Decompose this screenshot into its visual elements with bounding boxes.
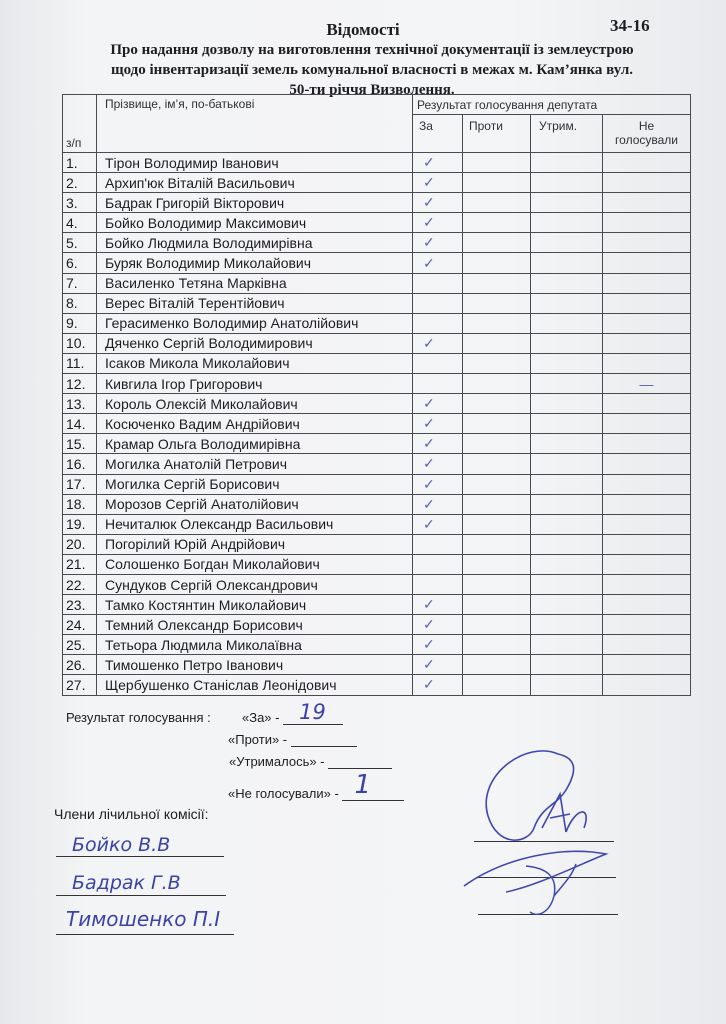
header-vote-result: Результат голосування депутата (413, 95, 691, 115)
commission-member: Бойко В.В (72, 834, 171, 856)
row-vote-for (413, 253, 463, 273)
row-vote-for (413, 313, 463, 333)
row-vote-against (463, 434, 531, 454)
vote-for-value: 19 (299, 700, 326, 724)
vote-not-voted-value: 1 (354, 770, 372, 800)
check-mark-icon: ✓ (423, 495, 435, 512)
check-mark-icon: ✓ (423, 596, 435, 613)
row-vote-against (463, 153, 531, 173)
table-row (63, 374, 691, 394)
table-row (63, 233, 691, 253)
row-name: Король Олексій Миколайович (97, 394, 413, 414)
row-vote-against (463, 595, 531, 615)
row-number: 10. (63, 333, 97, 353)
table-row (63, 454, 691, 474)
table-row (63, 595, 691, 615)
row-vote-for (413, 374, 463, 394)
row-vote-abstain (531, 394, 603, 414)
row-name: Архип'юк Віталій Васильович (97, 173, 413, 193)
row-number: 5. (63, 233, 97, 253)
row-vote-not-voted (603, 193, 691, 213)
row-vote-abstain (531, 454, 603, 474)
row-name: Крамар Ольга Володимирівна (97, 434, 413, 454)
row-vote-against (463, 675, 531, 695)
row-vote-for (413, 153, 463, 173)
row-vote-not-voted (603, 474, 691, 494)
row-name: Могилка Сергій Борисович (97, 474, 413, 494)
row-vote-not-voted (603, 615, 691, 635)
row-vote-not-voted (603, 534, 691, 554)
row-vote-abstain (531, 213, 603, 233)
row-name: Могилка Анатолій Петрович (97, 454, 413, 474)
vote-against-field (291, 732, 357, 747)
check-mark-icon: ✓ (423, 174, 435, 191)
subtitle-line: Про надання дозволу на виготовлення технічної документації із землеустрою (110, 42, 634, 58)
document-title: Відомості (326, 20, 400, 39)
row-vote-for (413, 293, 463, 313)
row-vote-against (463, 554, 531, 574)
row-vote-against (463, 193, 531, 213)
table-row (63, 534, 691, 554)
row-vote-for (413, 333, 463, 353)
table-row (63, 394, 691, 414)
row-vote-against (463, 374, 531, 394)
check-mark-icon: ✓ (423, 656, 435, 673)
row-vote-for (413, 595, 463, 615)
check-mark-icon: ✓ (423, 395, 435, 412)
row-vote-for (413, 534, 463, 554)
table-row (63, 574, 691, 594)
row-vote-not-voted (603, 153, 691, 173)
row-vote-abstain (531, 273, 603, 293)
row-vote-not-voted (603, 434, 691, 454)
row-name: Погорілий Юрій Андрійович (97, 534, 413, 554)
check-mark-icon: ✓ (423, 415, 435, 432)
row-vote-against (463, 494, 531, 514)
subtitle-line: щодо інвентаризації земель комунальної власності в межах м. Кам’янка вул. (110, 62, 634, 78)
document-number: 34-16 (610, 16, 650, 35)
header-not-voted-line: голосували (615, 133, 678, 147)
row-name: Нечиталюк Олександр Васильович (97, 514, 413, 534)
table-row (63, 554, 691, 574)
row-vote-abstain (531, 414, 603, 434)
row-vote-not-voted (603, 414, 691, 434)
row-vote-against (463, 293, 531, 313)
check-mark-icon: ✓ (423, 334, 435, 351)
commission-member: Тимошенко П.І (66, 907, 221, 931)
row-name: Буряк Володимир Миколайович (97, 253, 413, 273)
row-name: Морозов Сергій Анатолійович (97, 494, 413, 514)
row-vote-against (463, 414, 531, 434)
commission-line (56, 895, 226, 896)
row-vote-abstain (531, 574, 603, 594)
row-vote-abstain (531, 615, 603, 635)
row-vote-against (463, 514, 531, 534)
table-row (63, 434, 691, 454)
row-vote-abstain (531, 655, 603, 675)
row-number: 27. (63, 675, 97, 695)
table-row (63, 193, 691, 213)
row-name: Тірон Володимир Іванович (97, 153, 413, 173)
row-name: Дяченко Сергій Володимирович (97, 333, 413, 353)
row-vote-not-voted (603, 333, 691, 353)
row-number: 17. (63, 474, 97, 494)
vote-abstain-label: «Утрималось» - (229, 754, 325, 769)
row-name: Василенко Тетяна Марківна (97, 273, 413, 293)
row-number: 9. (63, 313, 97, 333)
row-vote-for (413, 213, 463, 233)
commission-member: Бадрак Г.В (72, 872, 181, 894)
row-vote-abstain (531, 173, 603, 193)
voting-table (62, 94, 691, 696)
row-number: 14. (63, 414, 97, 434)
row-vote-abstain (531, 474, 603, 494)
row-number: 25. (63, 635, 97, 655)
row-number: 21. (63, 554, 97, 574)
check-mark-icon: ✓ (423, 154, 435, 171)
row-name: Бойко Людмила Володимирівна (97, 233, 413, 253)
header-for: За (413, 115, 463, 153)
row-number: 19. (63, 514, 97, 534)
row-vote-abstain (531, 635, 603, 655)
check-mark-icon: ✓ (423, 194, 435, 211)
table-row (63, 414, 691, 434)
check-mark-icon: ✓ (423, 234, 435, 251)
row-vote-against (463, 233, 531, 253)
row-number: 20. (63, 534, 97, 554)
row-vote-for (413, 514, 463, 534)
row-vote-not-voted (603, 293, 691, 313)
check-mark-icon: ✓ (423, 515, 435, 532)
row-vote-for (413, 193, 463, 213)
row-vote-abstain (531, 374, 603, 394)
row-vote-against (463, 655, 531, 675)
row-number: 13. (63, 394, 97, 414)
row-vote-abstain (531, 333, 603, 353)
row-vote-abstain (531, 253, 603, 273)
row-name: Щербушенко Станіслав Леонідович (97, 675, 413, 695)
row-name: Солошенко Богдан Миколайович (97, 554, 413, 574)
table-row (63, 635, 691, 655)
row-vote-not-voted (603, 635, 691, 655)
row-vote-abstain (531, 554, 603, 574)
row-vote-for (413, 574, 463, 594)
table-row (63, 253, 691, 273)
row-vote-not-voted (603, 655, 691, 675)
row-name: Бойко Володимир Максимович (97, 213, 413, 233)
row-name: Тимошенко Петро Іванович (97, 655, 413, 675)
vote-not-voted-field (342, 770, 404, 801)
table-row (63, 293, 691, 313)
row-vote-not-voted (603, 213, 691, 233)
row-vote-against (463, 474, 531, 494)
table-row (63, 615, 691, 635)
row-vote-abstain (531, 494, 603, 514)
row-number: 12. (63, 374, 97, 394)
check-mark-icon: ✓ (423, 676, 435, 693)
row-name: Герасименко Володимир Анатолійович (97, 313, 413, 333)
row-vote-for (413, 615, 463, 635)
header-not-voted-line: Не (638, 119, 655, 133)
row-vote-not-voted (603, 494, 691, 514)
row-vote-abstain (531, 153, 603, 173)
row-number: 8. (63, 293, 97, 313)
table-row (63, 655, 691, 675)
row-number: 26. (63, 655, 97, 675)
dash-mark: — (639, 375, 654, 392)
table-row (63, 153, 691, 173)
row-vote-against (463, 534, 531, 554)
row-vote-abstain (531, 193, 603, 213)
table-row (63, 313, 691, 333)
row-name: Сундуков Сергій Олександрович (97, 574, 413, 594)
check-mark-icon: ✓ (423, 435, 435, 452)
vote-not-voted-label: «Не голосували» - (228, 786, 339, 801)
vote-for-line (242, 700, 343, 725)
row-number: 7. (63, 273, 97, 293)
row-vote-not-voted (603, 374, 691, 394)
commission-label: Члени лічильної комісії: (54, 806, 209, 822)
row-vote-not-voted (603, 253, 691, 273)
row-name: Кивгила Ігор Григорович (97, 374, 413, 394)
row-vote-for (413, 414, 463, 434)
row-name: Ісаков Микола Миколайович (97, 353, 413, 373)
row-number: 15. (63, 434, 97, 454)
table-row (63, 474, 691, 494)
row-vote-not-voted (603, 514, 691, 534)
vote-not-voted-line (228, 770, 404, 801)
vote-result-label: Результат голосування : (66, 710, 211, 725)
row-vote-for (413, 554, 463, 574)
header-not-voted (603, 115, 691, 153)
table-row (63, 675, 691, 695)
row-vote-against (463, 213, 531, 233)
check-mark-icon: ✓ (423, 636, 435, 653)
vote-against-line (228, 732, 357, 747)
row-number: 4. (63, 213, 97, 233)
subtitle-line: 50-ти річчя Визволення. (289, 82, 455, 98)
row-vote-not-voted (603, 454, 691, 474)
check-mark-icon: ✓ (423, 475, 435, 492)
row-number: 2. (63, 173, 97, 193)
row-vote-abstain (531, 293, 603, 313)
row-vote-for (413, 494, 463, 514)
row-vote-abstain (531, 233, 603, 253)
check-mark-icon: ✓ (423, 214, 435, 231)
row-vote-for (413, 655, 463, 675)
row-vote-against (463, 253, 531, 273)
row-vote-for (413, 233, 463, 253)
table-row (63, 333, 691, 353)
row-number: 11. (63, 353, 97, 373)
table-row (63, 213, 691, 233)
check-mark-icon: ✓ (423, 455, 435, 472)
row-vote-for (413, 635, 463, 655)
signature-image (446, 736, 646, 936)
row-number: 22. (63, 574, 97, 594)
row-vote-abstain (531, 595, 603, 615)
header-against: Проти (463, 115, 531, 153)
row-vote-not-voted (603, 675, 691, 695)
check-mark-icon: ✓ (423, 254, 435, 271)
row-vote-against (463, 313, 531, 333)
vote-for-field (283, 700, 343, 725)
row-vote-abstain (531, 353, 603, 373)
row-vote-not-voted (603, 233, 691, 253)
row-name: Тетьора Людмила Миколаївна (97, 635, 413, 655)
row-name: Верес Віталій Терентійович (97, 293, 413, 313)
row-vote-not-voted (603, 273, 691, 293)
row-vote-for (413, 353, 463, 373)
commission-line (56, 934, 234, 935)
header-abstain: Утрим. (531, 115, 603, 153)
row-vote-for (413, 434, 463, 454)
row-vote-not-voted (603, 554, 691, 574)
row-vote-abstain (531, 514, 603, 534)
row-vote-abstain (531, 434, 603, 454)
row-vote-not-voted (603, 313, 691, 333)
row-number: 3. (63, 193, 97, 213)
row-vote-not-voted (603, 173, 691, 193)
row-name: Бадрак Григорій Вікторович (97, 193, 413, 213)
table-row (63, 514, 691, 534)
row-vote-abstain (531, 534, 603, 554)
row-vote-against (463, 173, 531, 193)
vote-abstain-field (328, 754, 392, 769)
row-vote-for (413, 173, 463, 193)
row-vote-for (413, 474, 463, 494)
row-number: 16. (63, 454, 97, 474)
table-row (63, 273, 691, 293)
row-number: 1. (63, 153, 97, 173)
table-row (63, 353, 691, 373)
table-row (63, 494, 691, 514)
row-vote-against (463, 273, 531, 293)
header-name: Прізвище, ім’я, по-батькові (97, 95, 413, 153)
row-name: Тамко Костянтин Миколайович (97, 595, 413, 615)
row-vote-abstain (531, 313, 603, 333)
check-mark-icon: ✓ (423, 616, 435, 633)
row-name: Косюченко Вадим Андрійович (97, 414, 413, 434)
vote-against-label: «Проти» - (228, 732, 288, 747)
row-vote-against (463, 454, 531, 474)
document-subtitle (62, 40, 682, 100)
row-vote-not-voted (603, 595, 691, 615)
row-vote-abstain (531, 675, 603, 695)
row-vote-against (463, 574, 531, 594)
row-vote-for (413, 454, 463, 474)
row-vote-against (463, 635, 531, 655)
vote-for-label: «За» - (242, 710, 280, 725)
row-vote-not-voted (603, 574, 691, 594)
row-vote-against (463, 333, 531, 353)
header-number: з/п (63, 95, 97, 153)
row-vote-against (463, 394, 531, 414)
row-vote-for (413, 394, 463, 414)
row-vote-for (413, 675, 463, 695)
row-vote-for (413, 273, 463, 293)
row-vote-against (463, 353, 531, 373)
row-name: Темний Олександр Борисович (97, 615, 413, 635)
row-vote-not-voted (603, 394, 691, 414)
row-number: 6. (63, 253, 97, 273)
row-number: 24. (63, 615, 97, 635)
row-number: 23. (63, 595, 97, 615)
row-vote-not-voted (603, 353, 691, 373)
commission-line (56, 856, 224, 857)
row-number: 18. (63, 494, 97, 514)
table-row (63, 173, 691, 193)
row-vote-against (463, 615, 531, 635)
vote-abstain-line (229, 754, 392, 769)
